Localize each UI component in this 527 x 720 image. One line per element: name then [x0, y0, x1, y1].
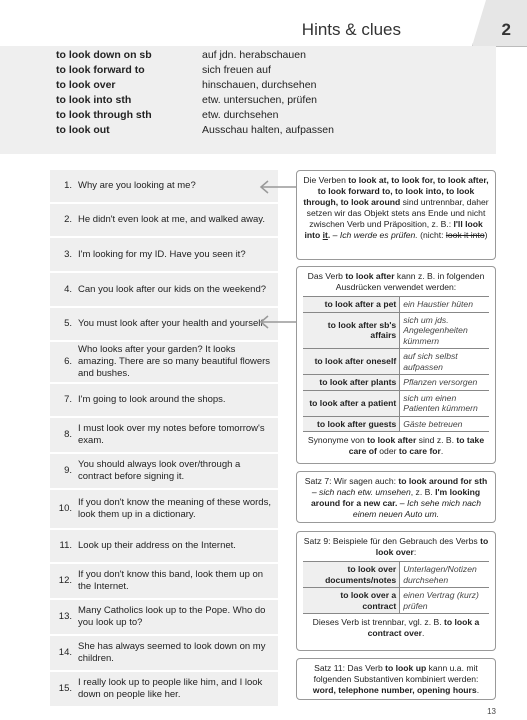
sentence-number: 8. — [64, 429, 72, 440]
sentence-number: 14. — [58, 647, 72, 658]
hint-bold: I'm looking around for a new car. — [310, 487, 481, 508]
hint-bold: to look at, to look for, to look after, to look forward to, to look into, to look through, to look around — [303, 175, 489, 207]
sentence-number: 1. — [64, 180, 72, 191]
hint-text: : — [413, 547, 417, 557]
hint-text: . — [422, 628, 425, 638]
hint-text: Satz 7: Wir sagen auch: — [304, 476, 399, 486]
sentence-number: 12. — [58, 575, 72, 586]
sentence-item — [50, 170, 278, 202]
table-cell-de: Pflanzen versorgen — [400, 375, 489, 391]
table-cell-en: to look after plants — [303, 375, 400, 391]
table-row — [303, 588, 489, 614]
vocab-de: Ausschau halten, aufpassen — [202, 124, 334, 136]
chapter-tab — [472, 0, 527, 46]
vocab-en: to look forward to — [56, 64, 145, 76]
hint-strike: look it into — [445, 230, 485, 240]
sentence-item — [50, 204, 278, 236]
hint-text: Synonyme von — [307, 435, 368, 445]
sentence-number: 9. — [64, 465, 72, 476]
table-cell-en: to look after guests — [303, 416, 400, 432]
look-over-table — [303, 561, 489, 614]
vocab-de: auf jdn. herabschauen — [202, 49, 306, 61]
hint-text: . — [476, 685, 480, 695]
hint-box-look-after — [296, 266, 496, 464]
sentence-item — [50, 490, 278, 528]
sentence-item — [50, 384, 278, 416]
sentence-text: I'm going to look around the shops. — [78, 394, 226, 405]
vocab-en: to look out — [56, 124, 110, 136]
sentence-text: If you don't know the meaning of these words, look them up in a dictionary. — [78, 497, 271, 520]
sentence-item — [50, 342, 278, 382]
hint-italic: – sich nach etw. umsehen — [311, 487, 411, 497]
hint-intro — [303, 536, 489, 558]
sentence-text: I must look over my notes before tomorrow's exam. — [78, 423, 265, 446]
table-cell-en: to look after a patient — [303, 390, 400, 416]
hint-bold: to look after — [367, 435, 417, 445]
vocab-en: to look down on sb — [56, 49, 152, 61]
hint-bold: to look after — [345, 271, 395, 281]
hint-text: ) — [484, 230, 488, 240]
table-row — [303, 297, 489, 313]
table-row — [303, 562, 489, 588]
sentence-number: 15. — [58, 683, 72, 694]
sentence-text: You should always look over/through a contract before signing it. — [78, 459, 241, 482]
table-row — [303, 390, 489, 416]
table-cell-de: auf sich selbst aufpassen — [400, 349, 489, 375]
vocab-de: etw. durchsehen — [202, 109, 279, 121]
table-cell-en: to look after a pet — [303, 297, 400, 313]
sentence-item — [50, 273, 278, 306]
vocab-en: to look over — [56, 79, 116, 91]
hint-bold: to look over — [375, 536, 489, 557]
hint-text: kann u.a. mit folgenden Substantiven kombiniert werden: — [313, 663, 479, 684]
hint-bold: word, telephone number, opening hours — [312, 685, 477, 695]
hint-bold: I'll look into — [304, 219, 483, 240]
sentence-item — [50, 418, 278, 452]
table-cell-de: Gäste betreuen — [400, 416, 489, 432]
hint-text: , z. B. — [410, 487, 436, 497]
table-cell-en: to look over documents/notes — [303, 562, 400, 588]
sentence-text: Can you look after our kids on the weekend? — [78, 283, 267, 295]
table-cell-de: sich um einen Patienten kümmern — [400, 390, 489, 416]
sentence-item — [50, 530, 278, 562]
hint-text: Satz 9: Beispiele für den Gebrauch des Verbs — [303, 536, 481, 546]
arrow-left-icon — [256, 315, 298, 329]
hint-italic: – Ich werde es prüfen. — [330, 230, 418, 240]
hint-text: sind z. B. — [416, 435, 457, 445]
sentence-item — [50, 672, 278, 706]
sentence-text: Who looks after your garden? It looks amazing. There are so many beautiful flowers and bushes. — [78, 344, 271, 379]
hint-bold: to look a contract over — [367, 617, 480, 638]
sentence-item — [50, 564, 278, 598]
hint-box-look-around — [296, 471, 496, 523]
hint-box-look-over — [296, 531, 496, 651]
chapter-number: 2 — [501, 20, 511, 39]
sentence-text: You must look after your health and yourself. — [78, 318, 266, 329]
sentence-item — [50, 600, 278, 634]
header-bar — [0, 0, 527, 47]
hint-bold: it — [322, 230, 328, 240]
hint-intro — [303, 271, 489, 293]
hint-text: oder — [376, 446, 399, 456]
table-row — [303, 416, 489, 432]
hint-text: kann z. B. in folgenden Ausdrücken verwendet werden: — [335, 271, 485, 292]
hint-bold: to take care of — [348, 435, 485, 456]
hint-text: Die Verben — [303, 175, 349, 185]
hint-text: Satz 11: Das Verb — [314, 663, 386, 673]
table-cell-de: ein Haustier hüten — [400, 297, 489, 313]
sentence-number: 5. — [64, 318, 72, 329]
sentence-item — [50, 636, 278, 670]
hint-synonyms — [303, 435, 489, 457]
sentence-text: If you don't know this band, look them up on the Internet. — [78, 569, 264, 592]
vocab-de: sich freuen auf — [202, 64, 271, 76]
vocabulary-box — [0, 46, 496, 154]
hint-bold: . — [327, 230, 331, 240]
hint-text: (nicht: — [417, 230, 446, 240]
sentence-text: Many Catholics look up to the Pope. Who do you look up to? — [78, 605, 266, 628]
sentence-item — [50, 454, 278, 488]
table-cell-de: Unterlagen/Notizen durchsehen — [400, 562, 489, 588]
hint-text: . — [440, 446, 444, 456]
sentence-text: He didn't even look at me, and walked away. — [78, 214, 265, 225]
table-cell-de: sich um jds. Angelegenheiten kümmern — [400, 312, 489, 349]
hint-bold: to care for — [398, 446, 441, 456]
sentence-item — [50, 238, 278, 271]
sentence-number: 6. — [64, 356, 72, 367]
hint-text: sind untrennbar, daher setzen wir das Objekt stets ans Ende und nicht zwischen Verb und Präposition, z. B.: — [306, 197, 489, 229]
hint-separable-note — [303, 617, 489, 639]
hint-italic: – Ich sehe mich nach einem neuen Auto um. — [352, 498, 482, 519]
sentence-number: 7. — [64, 394, 72, 405]
table-cell-en: to look after sb's affairs — [303, 312, 400, 349]
page-title: Hints & clues — [301, 20, 401, 39]
hint-box-look-up — [296, 658, 496, 700]
sentence-text: She has always seemed to look down on my children. — [78, 641, 266, 664]
sentence-number: 10. — [58, 503, 72, 514]
vocab-en: to look through sth — [56, 109, 152, 121]
look-after-table — [303, 296, 489, 432]
table-cell-en: to look over a contract — [303, 588, 400, 614]
sentence-number: 11. — [59, 540, 72, 551]
table-cell-en: to look after oneself — [303, 349, 400, 375]
sentence-text: Why are you looking at me? — [78, 180, 196, 191]
arrow-left-icon — [256, 180, 298, 194]
sentence-list — [50, 170, 278, 708]
sentence-number: 4. — [64, 283, 72, 295]
hint-bold: to look up — [385, 663, 427, 673]
table-row — [303, 375, 489, 391]
hint-text: Dieses Verb ist trennbar, vgl. z. B. — [312, 617, 444, 627]
sentence-number: 2. — [64, 214, 72, 225]
sentence-number: 13. — [58, 611, 72, 622]
hint-box-inseparable — [296, 170, 496, 260]
hint-text: Das Verb — [307, 271, 346, 281]
sentence-text: I'm looking for my ID. Have you seen it? — [78, 248, 246, 260]
sentence-item — [50, 308, 278, 340]
sentence-text: Look up their address on the Internet. — [78, 540, 236, 551]
vocab-en: to look into sth — [56, 94, 132, 106]
vocab-de: etw. untersuchen, prüfen — [202, 94, 317, 106]
table-cell-de: einen Vertrag (kurz) prüfen — [400, 588, 489, 614]
sentence-text: I really look up to people like him, and I look down on people like her. — [78, 677, 263, 700]
hint-bold: to look around for sth — [398, 476, 488, 486]
table-row — [303, 312, 489, 349]
table-row — [303, 349, 489, 375]
vocab-de: hinschauen, durchsehen — [202, 79, 317, 91]
page-number: 13 — [487, 707, 496, 716]
sentence-number: 3. — [64, 248, 72, 260]
